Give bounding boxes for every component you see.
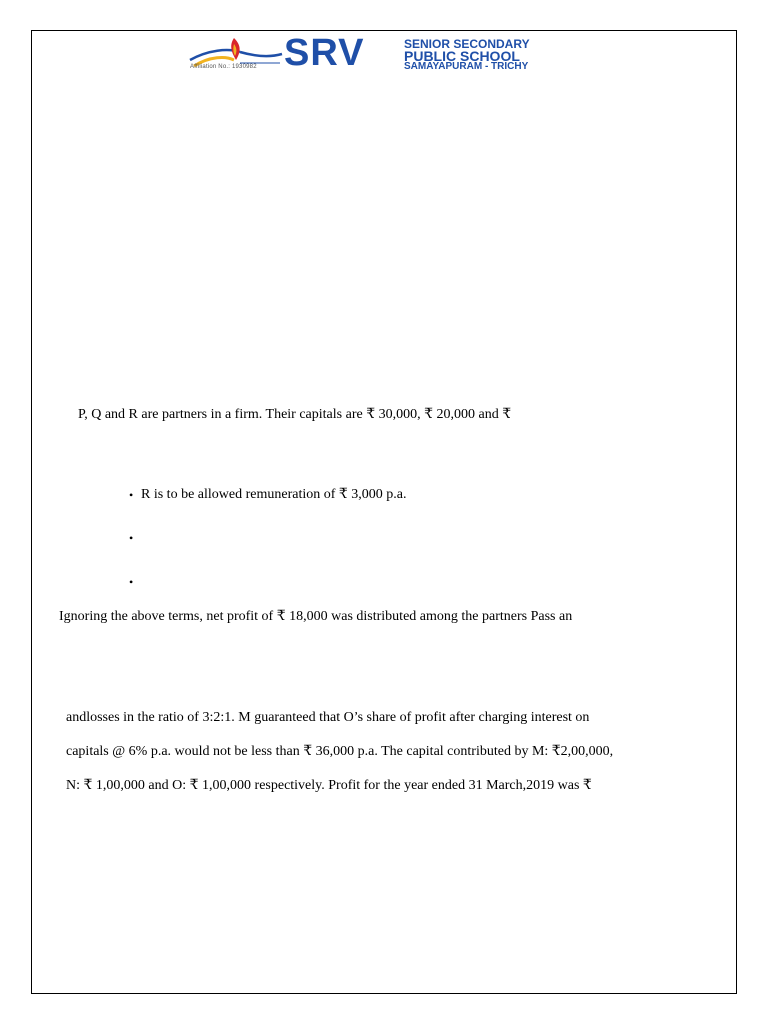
- school-name-line2: PUBLIC SCHOOL: [404, 48, 520, 64]
- school-name-line1: SENIOR SECONDARY: [404, 37, 530, 51]
- affiliation-number: Affiliation No.: 1930982: [190, 64, 257, 70]
- page-border: [31, 30, 737, 994]
- paragraph-ratio: andlosses in the ratio of 3:2:1. M guaranteed that O’s share of profit after charging interest on: [66, 710, 590, 725]
- list-item-remuneration: R is to be allowed remuneration of ₹ 3,000 p.a.: [141, 487, 407, 502]
- paragraph-capital-contributed: N: ₹ 1,00,000 and O: ₹ 1,00,000 respectively. Profit for the year ended 31 March,2019 was ₹: [66, 778, 592, 793]
- bullet-icon: •: [129, 575, 134, 589]
- paragraph-interest: capitals @ 6% p.a. would not be less than ₹ 36,000 p.a. The capital contributed by M: ₹2,00,000,: [66, 744, 614, 759]
- school-logo: [188, 32, 572, 76]
- bullet-icon: •: [129, 531, 134, 545]
- paragraph-net-profit: Ignoring the above terms, net profit of ₹ 18,000 was distributed among the partners Pass an: [59, 609, 573, 624]
- paragraph-capitals: P, Q and R are partners in a firm. Their capitals are ₹ 30,000, ₹ 20,000 and ₹: [78, 407, 512, 422]
- school-emblem-icon: [188, 36, 284, 76]
- school-location: SAMAYAPURAM - TRICHY: [404, 61, 529, 72]
- school-acronym: SRV: [284, 32, 365, 74]
- bullet-icon: •: [129, 488, 134, 502]
